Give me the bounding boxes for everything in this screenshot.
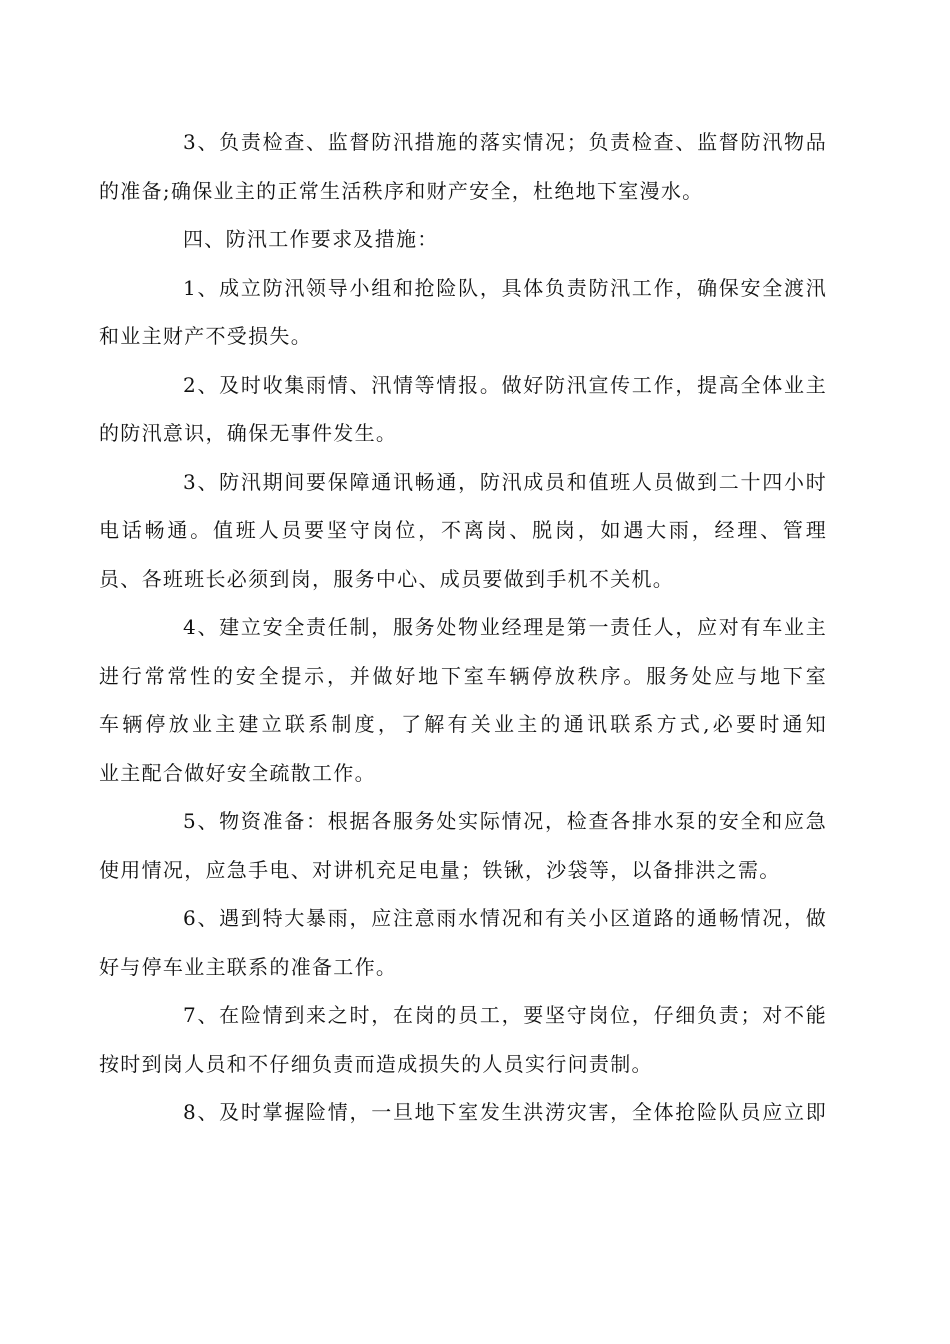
text-line: 6、遇到特大暴雨，应注意雨水情况和有关小区道路的通畅情况，做 (183, 906, 827, 930)
paragraph-item-6 (99, 894, 827, 991)
text-line: 进行常常性的安全提示，并做好地下室车辆停放秩序。服务处应与地下室 (99, 663, 827, 688)
text-line: 的防汛意识，确保无事件发生。 (99, 421, 398, 445)
text-line: 四、防汛工作要求及措施： (183, 227, 439, 251)
paragraph-item-4 (99, 603, 827, 797)
paragraph-item-8 (141, 1088, 827, 1137)
paragraph-item-7 (99, 991, 827, 1088)
text-line: 7、在险情到来之时，在岗的员工，要坚守岗位，仔细负责；对不能 (183, 1003, 827, 1027)
text-line: 好与停车业主联系的准备工作。 (99, 954, 398, 979)
text-line: 8、及时掌握险情，一旦地下室发生洪涝灾害，全体抢险队员应立即 (183, 1100, 827, 1124)
text-line: 业主配合做好安全疏散工作。 (99, 760, 376, 785)
text-line: 车辆停放业主建立联系制度，了解有关业主的通讯联系方式,必要时通知 (99, 712, 827, 736)
text-line: 员、各班班长必须到岗，服务中心、成员要做到手机不关机。 (99, 566, 675, 591)
text-line: 1、成立防汛领导小组和抢险队，具体负责防汛工作，确保安全渡汛 (183, 275, 827, 300)
text-line: 电话畅通。值班人员要坚守岗位，不离岗、脱岗，如遇大雨，经理、管理 (99, 518, 827, 542)
section-heading (141, 215, 827, 264)
text-line: 3、防汛期间要保障通讯畅通，防汛成员和值班人员做到二十四小时 (183, 469, 827, 494)
text-line: 使用情况，应急手电、对讲机充足电量；铁锹，沙袋等，以备排洪之需。 (99, 857, 781, 882)
text-line: 和业主财产不受损失。 (99, 324, 312, 348)
document-body (99, 118, 827, 1137)
text-line: 5、物资准备：根据各服务处实际情况，检查各排水泵的安全和应急 (183, 809, 827, 833)
text-line: 按时到岗人员和不仔细负责而造成损失的人员实行问责制。 (99, 1051, 653, 1076)
paragraph-item-2 (99, 361, 827, 458)
paragraph-item-3 (99, 458, 827, 604)
text-line: 的准备;确保业主的正常生活秩序和财产安全，杜绝地下室漫水。 (99, 178, 704, 203)
paragraph-item-5 (99, 797, 827, 894)
paragraph-item-1 (99, 264, 827, 361)
text-line: 2、及时收集雨情、汛情等情报。做好防汛宣传工作，提高全体业主 (183, 372, 827, 397)
text-line: 4、建立安全责任制，服务处物业经理是第一责任人，应对有车业主 (183, 615, 827, 639)
text-line: 3、负责检查、监督防汛措施的落实情况；负责检查、监督防汛物品 (183, 130, 827, 154)
paragraph-item-3-duties (99, 118, 827, 215)
